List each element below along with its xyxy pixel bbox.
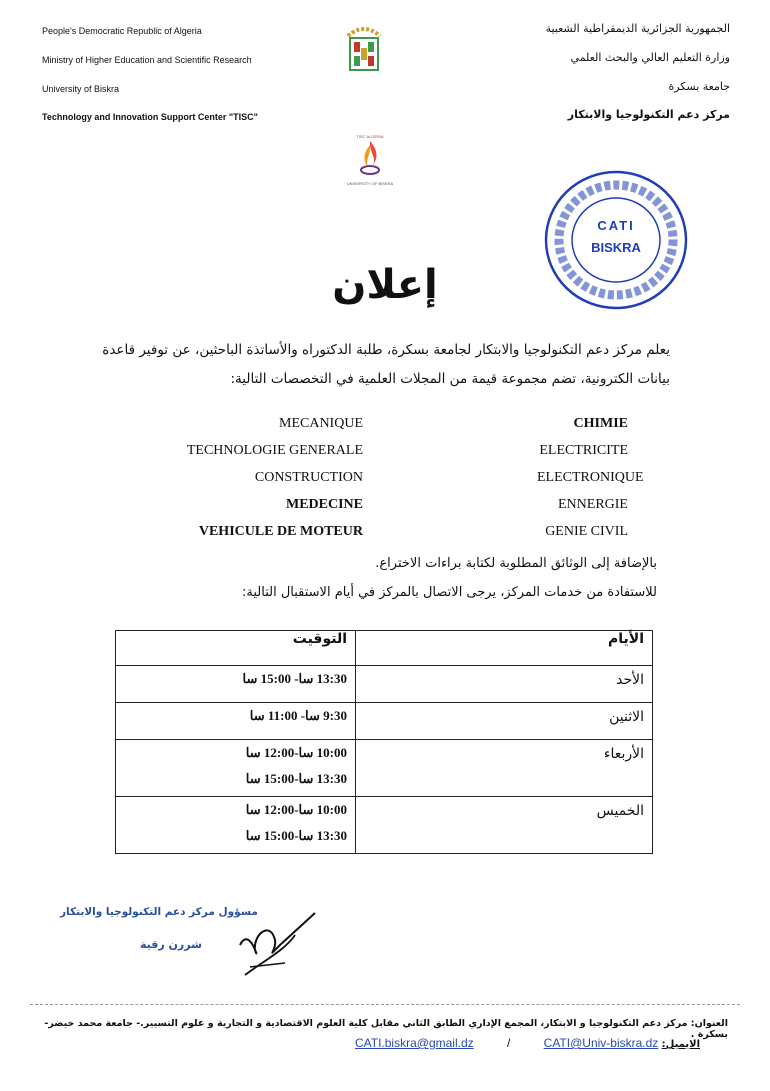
specialty-right-1: CHIMIE: [573, 416, 628, 431]
stamp-text-1: CATI: [597, 218, 635, 233]
table-row: [116, 740, 653, 797]
university-logo: [344, 22, 384, 74]
header-days: الأيام: [356, 631, 653, 666]
table-row: [116, 703, 653, 740]
day-name: الأربعاء: [603, 746, 644, 762]
header-en-university: University of Biskra: [42, 84, 120, 94]
handwritten-signature: [225, 905, 325, 985]
specialty-left-1: MECANIQUE: [279, 416, 363, 431]
tisc-logo-text: TISC ALGERIA: [356, 134, 384, 139]
time-slot: 10:00 سا-12:00 سا: [245, 802, 347, 817]
specialty-left-3: CONSTRUCTION: [254, 470, 363, 485]
footer-emails: [355, 1036, 700, 1050]
table-row: [116, 797, 653, 854]
specialty-right-2: ELECTRICITE: [539, 443, 628, 458]
tisc-logo: [330, 134, 410, 186]
flame-icon: [355, 139, 385, 177]
email-link-univ[interactable]: CATI@Univ-biskra.dz: [543, 1036, 659, 1050]
day-name: الأحد: [616, 672, 644, 688]
page-title: إعلان: [332, 262, 438, 308]
header-en-ministry: Ministry of Higher Education and Scientific Research: [42, 55, 252, 65]
header-time: التوقيت: [116, 631, 356, 666]
header-ar-country: الجمهورية الجزائرية الديمقراطية الشعبية: [545, 22, 730, 35]
intro-line-1: يعلم مركز دعم التكنولوجيا والابتكار لجامعة بسكرة، طلبة الدكتوراه والأساتذة الباحثين، عن توفير قاعدة: [102, 342, 670, 358]
specialty-right-4: ENNERGIE: [558, 497, 628, 512]
day-name: الاثنين: [609, 709, 644, 725]
intro-paragraph: [70, 336, 670, 394]
specialty-right-5: GENIE CIVIL: [545, 524, 628, 539]
footer-address: العنوان: مركز دعم التكنولوجيا و الابتكار، المجمع الإداري الطابق الثاني مقابل كلية العلوم الاقتصادية و التجارية و علوم التسيير.- جامعة محمد خيضر- بسكرة .: [44, 1018, 728, 1040]
specialty-right-3: ELECTRONIQUE: [537, 470, 644, 485]
time-slot: 13:30 سا-15:00 سا: [245, 771, 347, 786]
footer-divider: [30, 1004, 740, 1005]
header-en-center: Technology and Innovation Support Center "TISC": [42, 112, 258, 122]
signature-title: مسؤول مركز دعم التكنولوجيا والابتكار: [60, 906, 258, 918]
time-slot: 10:00 سا-12:00 سا: [245, 745, 347, 760]
signature-name: شررن رقية: [140, 938, 202, 951]
table-header-row: [116, 631, 653, 666]
patents-paragraph: بالإضافة إلى الوثائق المطلوبة لكتابة براءات الاختراع.: [375, 556, 657, 571]
header-ar-ministry: وزارة التعليم العالي والبحث العلمي: [570, 51, 730, 64]
schedule-table: [115, 630, 653, 854]
time-slot: 9:30 سا- 11:00 سا: [249, 708, 347, 723]
email-label: الايميل:: [661, 1039, 700, 1050]
time-slot: 13:30 سا-15:00 سا: [245, 828, 347, 843]
time-slot: 13:30 سا- 15:00 سا: [242, 671, 347, 686]
header-ar-center: مركز دعم التكنولوجيا والابتكار: [567, 108, 730, 121]
header-ar-university: جامعة بسكرة: [668, 80, 730, 93]
contact-paragraph: للاستفادة من خدمات المركز، يرجى الاتصال بالمركز في أيام الاستقبال التالية:: [242, 585, 657, 600]
email-link-gmail[interactable]: CATI.biskra@gmail.dz: [354, 1036, 474, 1050]
specialty-left-5: VEHICULE DE MOTEUR: [198, 524, 363, 539]
day-name: الخميس: [596, 803, 644, 819]
specialty-left-2: TECHNOLOGIE GENERALE: [186, 443, 363, 458]
email-separator: /: [506, 1036, 511, 1050]
specialty-left-4: MEDECINE: [285, 497, 363, 512]
stamp-text-2: BISKRA: [591, 240, 641, 255]
header-en-country: People's Democratic Republic of Algeria: [42, 26, 202, 36]
table-row: [116, 666, 653, 703]
tisc-logo-caption: UNIVERSITY OF BISKRA: [346, 181, 394, 186]
intro-line-2: بيانات الكترونية، تضم مجموعة قيمة من المجلات العلمية في التخصصات التالية:: [230, 371, 670, 387]
